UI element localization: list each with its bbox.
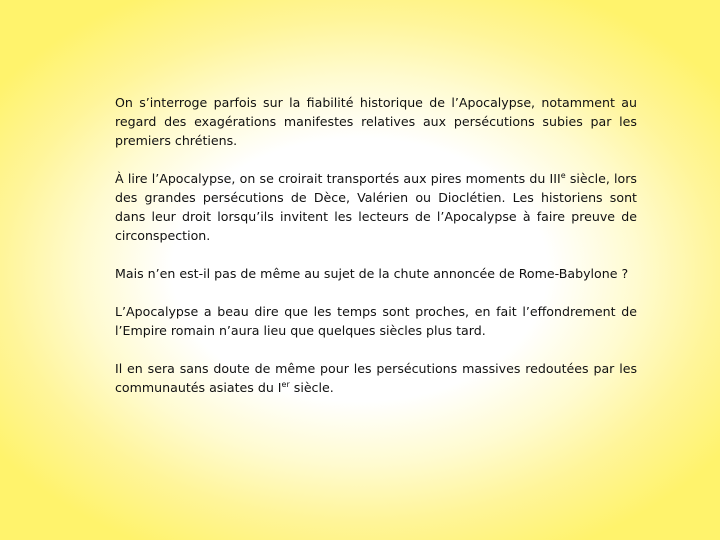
paragraph-2-text-start: À lire l’Apocalypse, on se croirait transportés aux pires moments du III [115,171,561,186]
paragraph-4 [115,302,637,340]
century-superscript: e [560,171,566,180]
paragraph-3 [115,264,637,283]
paragraph-2 [115,169,637,245]
paragraph-3-text: Mais n’en est-il pas de même au sujet de la chute annoncée de Rome-Babylone ? [115,266,629,281]
slide-text-block [115,93,637,397]
paragraph-5 [115,359,637,397]
paragraph-1-text: On s’interroge parfois sur la fiabilité historique de l’Apocalypse, notamment au regard des exagérations manifestes relatives aux persécutions subies par les premiers chrétiens. [115,95,637,148]
paragraph-5-text-start: Il en sera sans doute de même pour les persécutions massives redoutées par les communautés asiates du I [115,361,637,395]
paragraph-5-text-end: siècle. [289,380,334,395]
paragraph-4-text: L’Apocalypse a beau dire que les temps sont proches, en fait l’effondrement de l’Empire romain n’aura lieu que quelques siècles plus tard. [115,304,637,338]
paragraph-1 [115,93,637,150]
paragraph-2-text-end: siècle, lors des grandes persécutions de Dèce, Valérien ou Dioclétien. Les historiens sont dans leur droit lorsqu’ils invitent les lecteurs de l’Apocalypse à faire preuve de circonspection. [115,171,637,243]
century-superscript: er [281,380,290,389]
